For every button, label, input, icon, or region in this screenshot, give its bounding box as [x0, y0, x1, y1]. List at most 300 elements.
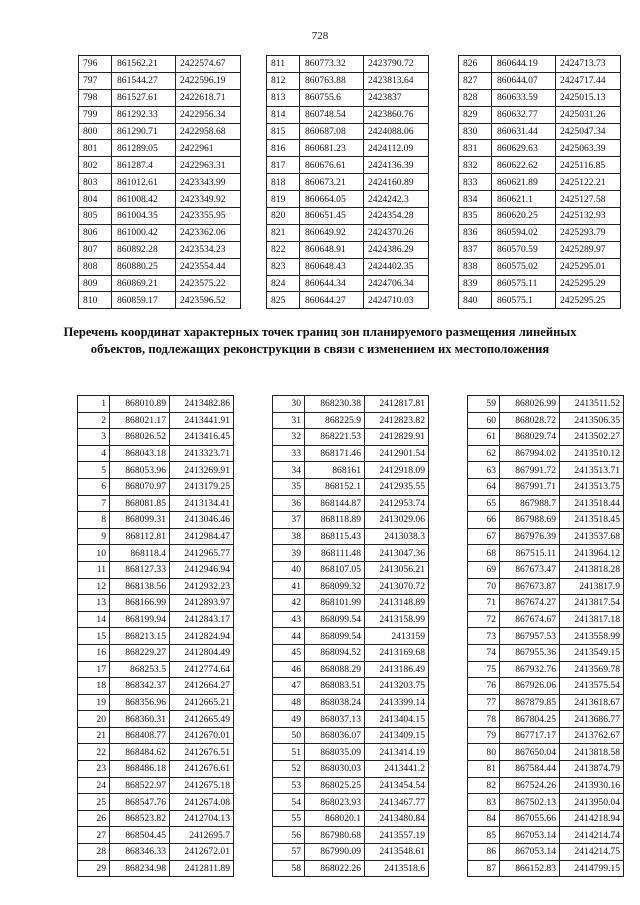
point-number-cell: 19: [78, 694, 110, 711]
y-coordinate-cell: 2422618.71: [176, 89, 241, 106]
table-row: [468, 844, 624, 861]
y-coordinate-cell: 2413029.06: [365, 512, 429, 529]
point-number-cell: 810: [79, 292, 112, 309]
table-row: [273, 711, 429, 728]
x-coordinate-cell: 860773.32: [300, 56, 364, 73]
y-coordinate-cell: 2412774.64: [170, 661, 234, 678]
x-coordinate-cell: 868484.62: [110, 744, 170, 761]
x-coordinate-cell: 868030.03: [305, 761, 365, 778]
y-coordinate-cell: 2413558.99: [560, 628, 624, 645]
point-number-cell: 835: [459, 208, 492, 225]
y-coordinate-cell: 2425031.26: [556, 106, 621, 123]
x-coordinate-cell: 868115.43: [305, 528, 365, 545]
x-coordinate-cell: 868036.07: [305, 727, 365, 744]
x-coordinate-cell: 861012.61: [112, 174, 176, 191]
y-coordinate-cell: 2423790.72: [364, 56, 429, 73]
table-row: [267, 208, 429, 225]
table-row: [273, 495, 429, 512]
point-number-cell: 812: [267, 72, 300, 89]
table-row: [78, 727, 234, 744]
y-coordinate-cell: 2424088.06: [364, 123, 429, 140]
table-row: [273, 462, 429, 479]
y-coordinate-cell: 2412695.7: [170, 827, 234, 844]
table-row: [468, 478, 624, 495]
table-row: [273, 396, 429, 413]
x-coordinate-cell: 860621.89: [492, 174, 556, 191]
x-coordinate-cell: 860649.92: [300, 224, 364, 241]
table-row: [273, 512, 429, 529]
point-number-cell: 86: [468, 844, 500, 861]
y-coordinate-cell: 2423355.95: [176, 208, 241, 225]
point-number-cell: 43: [273, 611, 305, 628]
point-number-cell: 811: [267, 56, 300, 73]
table-row: [78, 478, 234, 495]
y-coordinate-cell: 2412965.77: [170, 545, 234, 562]
y-coordinate-cell: 2425063.39: [556, 140, 621, 157]
point-number-cell: 48: [273, 694, 305, 711]
x-coordinate-cell: 868099.31: [110, 512, 170, 529]
point-number-cell: 800: [79, 123, 112, 140]
x-coordinate-cell: 868088.29: [305, 661, 365, 678]
table-row: [468, 827, 624, 844]
point-number-cell: 57: [273, 844, 305, 861]
y-coordinate-cell: 2424242.3: [364, 191, 429, 208]
point-number-cell: 79: [468, 727, 500, 744]
x-coordinate-cell: 868022.26: [305, 860, 365, 877]
x-coordinate-cell: 861292.33: [112, 106, 176, 123]
point-number-cell: 12: [78, 578, 110, 595]
table-row: [468, 794, 624, 811]
y-coordinate-cell: 2413454.54: [365, 777, 429, 794]
table-row: [468, 810, 624, 827]
table-row: [468, 495, 624, 512]
y-coordinate-cell: 2414218.94: [560, 810, 624, 827]
table-row: [79, 191, 241, 208]
table-row: [78, 761, 234, 778]
point-number-cell: 840: [459, 292, 492, 309]
table-row: [78, 744, 234, 761]
point-number-cell: 44: [273, 628, 305, 645]
point-number-cell: 833: [459, 174, 492, 191]
x-coordinate-cell: 868026.52: [110, 429, 170, 446]
point-number-cell: 797: [79, 72, 112, 89]
y-coordinate-cell: 2413158.99: [365, 611, 429, 628]
table-row: [468, 744, 624, 761]
x-coordinate-cell: 867994.02: [500, 445, 560, 462]
table-row: [78, 545, 234, 562]
point-number-cell: 80: [468, 744, 500, 761]
point-number-cell: 2: [78, 412, 110, 429]
x-coordinate-cell: 867584.44: [500, 761, 560, 778]
point-number-cell: 21: [78, 727, 110, 744]
x-coordinate-cell: 867502.13: [500, 794, 560, 811]
point-number-cell: 807: [79, 241, 112, 258]
point-number-cell: 837: [459, 241, 492, 258]
x-coordinate-cell: 860575.1: [492, 292, 556, 309]
y-coordinate-cell: 2425293.79: [556, 224, 621, 241]
table-row: [459, 106, 621, 123]
point-number-cell: 85: [468, 827, 500, 844]
x-coordinate-cell: 860644.19: [492, 56, 556, 73]
x-coordinate-cell: 867926.06: [500, 678, 560, 695]
point-number-cell: 64: [468, 478, 500, 495]
table-row: [78, 678, 234, 695]
coordinates-table: [77, 395, 234, 877]
y-coordinate-cell: 2424710.03: [364, 292, 429, 309]
point-number-cell: 7: [78, 495, 110, 512]
x-coordinate-cell: 868043.18: [110, 445, 170, 462]
x-coordinate-cell: 868138.56: [110, 578, 170, 595]
table-row: [468, 396, 624, 413]
table-row: [267, 157, 429, 174]
y-coordinate-cell: 2412676.51: [170, 744, 234, 761]
y-coordinate-cell: 2424402.35: [364, 258, 429, 275]
coordinates-table: [266, 55, 429, 309]
point-number-cell: 23: [78, 761, 110, 778]
point-number-cell: 77: [468, 694, 500, 711]
y-coordinate-cell: 2412984.47: [170, 528, 234, 545]
table-row: [468, 860, 624, 877]
x-coordinate-cell: 868199.94: [110, 611, 170, 628]
x-coordinate-cell: 868213.15: [110, 628, 170, 645]
x-coordinate-cell: 861290.71: [112, 123, 176, 140]
x-coordinate-cell: 868127.33: [110, 561, 170, 578]
y-coordinate-cell: 2424112.09: [364, 140, 429, 157]
point-number-cell: 36: [273, 495, 305, 512]
x-coordinate-cell: 868021.17: [110, 412, 170, 429]
point-number-cell: 45: [273, 644, 305, 661]
x-coordinate-cell: 867991.71: [500, 478, 560, 495]
point-number-cell: 808: [79, 258, 112, 275]
point-number-cell: 816: [267, 140, 300, 157]
y-coordinate-cell: 2413414.19: [365, 744, 429, 761]
point-number-cell: 71: [468, 595, 500, 612]
point-number-cell: 801: [79, 140, 112, 157]
x-coordinate-cell: 860648.43: [300, 258, 364, 275]
y-coordinate-cell: 2413510.12: [560, 445, 624, 462]
y-coordinate-cell: 2413038.3: [365, 528, 429, 545]
point-number-cell: 831: [459, 140, 492, 157]
y-coordinate-cell: 2413441.91: [170, 412, 234, 429]
x-coordinate-cell: 867650.04: [500, 744, 560, 761]
table-row: [468, 545, 624, 562]
y-coordinate-cell: 2424370.26: [364, 224, 429, 241]
coordinates-table: [467, 395, 624, 877]
table-row: [79, 208, 241, 225]
table-row: [459, 72, 621, 89]
x-coordinate-cell: 868023.93: [305, 794, 365, 811]
y-coordinate-cell: 2413548.61: [365, 844, 429, 861]
y-coordinate-cell: 2413950.04: [560, 794, 624, 811]
point-number-cell: 87: [468, 860, 500, 877]
x-coordinate-cell: 867991.72: [500, 462, 560, 479]
point-number-cell: 14: [78, 611, 110, 628]
y-coordinate-cell: 2412824.94: [170, 628, 234, 645]
x-coordinate-cell: 868253.5: [110, 661, 170, 678]
table-row: [267, 140, 429, 157]
point-number-cell: 22: [78, 744, 110, 761]
y-coordinate-cell: 2412665.21: [170, 694, 234, 711]
y-coordinate-cell: 2414214.75: [560, 844, 624, 861]
x-coordinate-cell: 860644.34: [300, 275, 364, 292]
y-coordinate-cell: 2424354.28: [364, 208, 429, 225]
table-row: [459, 56, 621, 73]
point-number-cell: 1: [78, 396, 110, 413]
table-row: [78, 495, 234, 512]
point-number-cell: 37: [273, 512, 305, 529]
y-coordinate-cell: 2425015.13: [556, 89, 621, 106]
point-number-cell: 32: [273, 429, 305, 446]
y-coordinate-cell: 2413203.75: [365, 678, 429, 695]
point-number-cell: 51: [273, 744, 305, 761]
table-row: [79, 241, 241, 258]
point-number-cell: 53: [273, 777, 305, 794]
point-number-cell: 802: [79, 157, 112, 174]
table-row: [267, 275, 429, 292]
y-coordinate-cell: 2413557.19: [365, 827, 429, 844]
y-coordinate-cell: 2423860.76: [364, 106, 429, 123]
point-number-cell: 61: [468, 429, 500, 446]
table-row: [273, 478, 429, 495]
x-coordinate-cell: 860869.21: [112, 275, 176, 292]
y-coordinate-cell: 2422596.19: [176, 72, 241, 89]
x-coordinate-cell: 868234.98: [110, 860, 170, 877]
point-number-cell: 836: [459, 224, 492, 241]
y-coordinate-cell: 2422956.34: [176, 106, 241, 123]
y-coordinate-cell: 2413399.14: [365, 694, 429, 711]
point-number-cell: 3: [78, 429, 110, 446]
table-row: [78, 844, 234, 861]
point-number-cell: 65: [468, 495, 500, 512]
y-coordinate-cell: 2413569.78: [560, 661, 624, 678]
y-coordinate-cell: 2413186.49: [365, 661, 429, 678]
y-coordinate-cell: 2412664.27: [170, 678, 234, 695]
table-row: [78, 794, 234, 811]
x-coordinate-cell: 868101.99: [305, 595, 365, 612]
point-number-cell: 822: [267, 241, 300, 258]
point-number-cell: 29: [78, 860, 110, 877]
x-coordinate-cell: 868026.99: [500, 396, 560, 413]
y-coordinate-cell: 2414214.74: [560, 827, 624, 844]
x-coordinate-cell: 868020.1: [305, 810, 365, 827]
x-coordinate-cell: 861008.42: [112, 191, 176, 208]
y-coordinate-cell: 2413518.44: [560, 495, 624, 512]
point-number-cell: 820: [267, 208, 300, 225]
x-coordinate-cell: 867990.09: [305, 844, 365, 861]
x-coordinate-cell: 867053.14: [500, 827, 560, 844]
y-coordinate-cell: 2412804.49: [170, 644, 234, 661]
x-coordinate-cell: 868346.33: [110, 844, 170, 861]
table-row: [267, 292, 429, 309]
table-row: [273, 777, 429, 794]
x-coordinate-cell: 867988.69: [500, 512, 560, 529]
x-coordinate-cell: 868112.81: [110, 528, 170, 545]
table-row: [267, 224, 429, 241]
point-number-cell: 81: [468, 761, 500, 778]
y-coordinate-cell: 2425122.21: [556, 174, 621, 191]
point-number-cell: 838: [459, 258, 492, 275]
table-row: [273, 678, 429, 695]
x-coordinate-cell: 860687.08: [300, 123, 364, 140]
point-number-cell: 18: [78, 678, 110, 695]
table-row: [273, 561, 429, 578]
point-number-cell: 52: [273, 761, 305, 778]
y-coordinate-cell: 2423362.06: [176, 224, 241, 241]
point-number-cell: 59: [468, 396, 500, 413]
x-coordinate-cell: 860629.63: [492, 140, 556, 157]
x-coordinate-cell: 868360.31: [110, 711, 170, 728]
y-coordinate-cell: 2424386.29: [364, 241, 429, 258]
x-coordinate-cell: 860644.27: [300, 292, 364, 309]
y-coordinate-cell: 2424717.44: [556, 72, 621, 89]
y-coordinate-cell: 2413467.77: [365, 794, 429, 811]
point-number-cell: 796: [79, 56, 112, 73]
point-number-cell: 819: [267, 191, 300, 208]
table-row: [78, 445, 234, 462]
table-row: [459, 292, 621, 309]
x-coordinate-cell: 868486.18: [110, 761, 170, 778]
point-number-cell: 50: [273, 727, 305, 744]
point-number-cell: 804: [79, 191, 112, 208]
y-coordinate-cell: 2412674.08: [170, 794, 234, 811]
y-coordinate-cell: 2412932.23: [170, 578, 234, 595]
x-coordinate-cell: 860651.45: [300, 208, 364, 225]
table-row: [468, 678, 624, 695]
y-coordinate-cell: 2412901.54: [365, 445, 429, 462]
x-coordinate-cell: 860594.02: [492, 224, 556, 241]
x-coordinate-cell: 868099.54: [305, 611, 365, 628]
point-number-cell: 15: [78, 628, 110, 645]
point-number-cell: 829: [459, 106, 492, 123]
point-number-cell: 28: [78, 844, 110, 861]
point-number-cell: 827: [459, 72, 492, 89]
y-coordinate-cell: 2413148.89: [365, 595, 429, 612]
table-row: [79, 258, 241, 275]
table-row: [267, 56, 429, 73]
y-coordinate-cell: 2424706.34: [364, 275, 429, 292]
point-number-cell: 78: [468, 711, 500, 728]
y-coordinate-cell: 2412670.01: [170, 727, 234, 744]
point-number-cell: 40: [273, 561, 305, 578]
y-coordinate-cell: 2413513.71: [560, 462, 624, 479]
x-coordinate-cell: 868523.82: [110, 810, 170, 827]
point-number-cell: 41: [273, 578, 305, 595]
point-number-cell: 13: [78, 595, 110, 612]
point-number-cell: 828: [459, 89, 492, 106]
point-number-cell: 62: [468, 445, 500, 462]
point-number-cell: 82: [468, 777, 500, 794]
x-coordinate-cell: 867955.36: [500, 644, 560, 661]
coordinates-table: [78, 55, 241, 309]
y-coordinate-cell: 2425295.29: [556, 275, 621, 292]
y-coordinate-cell: 2423813.64: [364, 72, 429, 89]
point-number-cell: 825: [267, 292, 300, 309]
point-number-cell: 799: [79, 106, 112, 123]
x-coordinate-cell: 868010.89: [110, 396, 170, 413]
table-row: [267, 123, 429, 140]
y-coordinate-cell: 2413762.67: [560, 727, 624, 744]
x-coordinate-cell: 867932.76: [500, 661, 560, 678]
point-number-cell: 821: [267, 224, 300, 241]
y-coordinate-cell: 2413404.15: [365, 711, 429, 728]
point-number-cell: 38: [273, 528, 305, 545]
table-row: [468, 611, 624, 628]
point-number-cell: 34: [273, 462, 305, 479]
x-coordinate-cell: 860748.54: [300, 106, 364, 123]
x-coordinate-cell: 861562.21: [112, 56, 176, 73]
x-coordinate-cell: 867980.68: [305, 827, 365, 844]
y-coordinate-cell: 2413169.68: [365, 644, 429, 661]
table-row: [468, 462, 624, 479]
point-number-cell: 4: [78, 445, 110, 462]
x-coordinate-cell: 868144.87: [305, 495, 365, 512]
y-coordinate-cell: 2413056.21: [365, 561, 429, 578]
y-coordinate-cell: 2414799.15: [560, 860, 624, 877]
point-number-cell: 818: [267, 174, 300, 191]
point-number-cell: 24: [78, 777, 110, 794]
table-row: [468, 661, 624, 678]
x-coordinate-cell: 868099.32: [305, 578, 365, 595]
coordinates-table: [272, 395, 429, 877]
x-coordinate-cell: 860763.88: [300, 72, 364, 89]
table-row: [273, 412, 429, 429]
table-row: [79, 140, 241, 157]
point-number-cell: 20: [78, 711, 110, 728]
y-coordinate-cell: 2412665.49: [170, 711, 234, 728]
y-coordinate-cell: 2412675.18: [170, 777, 234, 794]
y-coordinate-cell: 2413482.86: [170, 396, 234, 413]
table-row: [468, 445, 624, 462]
y-coordinate-cell: 2425132.93: [556, 208, 621, 225]
x-coordinate-cell: 860633.59: [492, 89, 556, 106]
y-coordinate-cell: 2413323.71: [170, 445, 234, 462]
x-coordinate-cell: 860676.61: [300, 157, 364, 174]
y-coordinate-cell: 2413518.45: [560, 512, 624, 529]
point-number-cell: 26: [78, 810, 110, 827]
table-row: [459, 208, 621, 225]
point-number-cell: 832: [459, 157, 492, 174]
point-number-cell: 27: [78, 827, 110, 844]
y-coordinate-cell: 2424136.39: [364, 157, 429, 174]
x-coordinate-cell: 861544.27: [112, 72, 176, 89]
table-row: [79, 89, 241, 106]
point-number-cell: 8: [78, 512, 110, 529]
x-coordinate-cell: 860570.59: [492, 241, 556, 258]
x-coordinate-cell: 868038.24: [305, 694, 365, 711]
x-coordinate-cell: 860644.07: [492, 72, 556, 89]
point-number-cell: 55: [273, 810, 305, 827]
table-row: [78, 860, 234, 877]
point-number-cell: 817: [267, 157, 300, 174]
y-coordinate-cell: 2413930.16: [560, 777, 624, 794]
table-row: [468, 711, 624, 728]
x-coordinate-cell: 860673.21: [300, 174, 364, 191]
y-coordinate-cell: 2423837: [364, 89, 429, 106]
point-number-cell: 30: [273, 396, 305, 413]
point-number-cell: 84: [468, 810, 500, 827]
table-row: [468, 528, 624, 545]
point-number-cell: 823: [267, 258, 300, 275]
x-coordinate-cell: 860648.91: [300, 241, 364, 258]
y-coordinate-cell: 2423596.52: [176, 292, 241, 309]
table-row: [79, 106, 241, 123]
y-coordinate-cell: 2412676.61: [170, 761, 234, 778]
x-coordinate-cell: 860622.62: [492, 157, 556, 174]
point-number-cell: 75: [468, 661, 500, 678]
coordinates-table: [458, 55, 621, 309]
x-coordinate-cell: 867988.7: [500, 495, 560, 512]
table-row: [78, 628, 234, 645]
